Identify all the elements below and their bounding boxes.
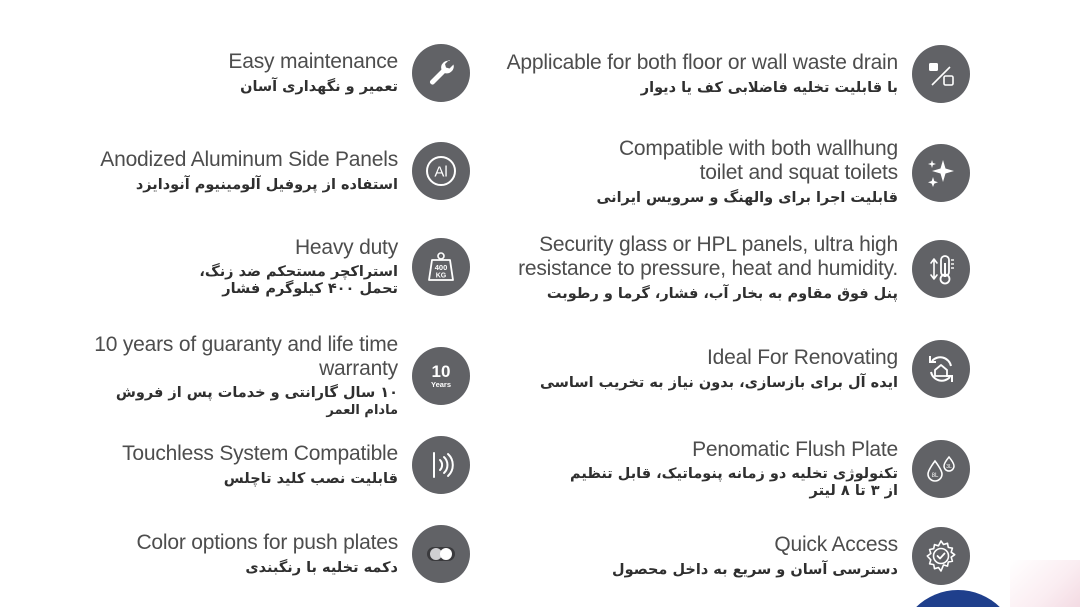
- feature-title: Heavy duty: [294, 236, 398, 259]
- feature-quick-access: [612, 527, 970, 585]
- feature-aluminum-panels: [100, 142, 470, 200]
- weight-icon: [412, 238, 470, 296]
- feature-title-line1: Security glass or HPL panels, ultra high: [539, 233, 898, 256]
- badge-bottom: Years: [430, 380, 452, 389]
- decorative-blue-shape: [898, 590, 1018, 607]
- feature-heavy-duty: [199, 236, 470, 298]
- feature-title-line2: toilet and squat toilets: [699, 161, 898, 184]
- feature-subtitle-line2: تحمل ۴۰۰ کیلوگرم فشار: [222, 281, 398, 297]
- aluminum-icon: [412, 142, 470, 200]
- water-drop-icon: [912, 440, 970, 498]
- badge-large: 8L: [931, 473, 939, 479]
- touchless-icon: [412, 436, 470, 494]
- badge-text: Al: [434, 163, 448, 181]
- feature-title: Ideal For Renovating: [707, 345, 898, 369]
- feature-wallhung: [596, 137, 970, 208]
- feature-subtitle-line1: تکنولوژی تخلیه دو زمانه پنوماتیک، قابل تنظیم: [569, 466, 898, 482]
- color-toggle-icon: [412, 525, 470, 583]
- gear-check-icon: [912, 527, 970, 585]
- ten-years-icon: [412, 347, 470, 405]
- feature-security-glass: [518, 233, 970, 304]
- decorative-sheen: [1010, 560, 1080, 607]
- feature-easy-maintenance: [228, 44, 470, 102]
- feature-renovating: [540, 340, 970, 398]
- badge-top: 400: [434, 263, 448, 272]
- feature-waste-drain: [507, 45, 970, 103]
- sparkle-icon: [912, 144, 970, 202]
- feature-title: Color options for push plates: [136, 530, 398, 554]
- wrench-icon: [412, 44, 470, 102]
- feature-subtitle: ایده آل برای بازسازی، بدون نیاز به تخریب اساسی: [539, 374, 898, 391]
- feature-title: Quick Access: [774, 532, 898, 556]
- feature-subtitle-line2: از ۳ تا ۸ لیتر: [809, 483, 898, 499]
- feature-title: Applicable for both floor or wall waste drain: [506, 50, 898, 74]
- badge-top: 10: [431, 362, 451, 381]
- feature-title-line1: Compatible with both wallhung: [618, 137, 898, 160]
- feature-subtitle: پنل فوق مقاوم به بخار آب، فشار، گرما و رطوبت: [546, 286, 898, 302]
- feature-subtitle: با قابلیت تخلیه فاضلابی کف یا دیوار: [640, 79, 898, 96]
- feature-subtitle: دکمه تخلیه با رنگبندی: [245, 559, 398, 576]
- feature-subtitle: دسترسی آسان و سریع به داخل محصول: [612, 561, 898, 578]
- badge-bottom: KG: [435, 272, 447, 280]
- feature-guaranty: [94, 333, 470, 419]
- feature-flush-plate: [570, 438, 970, 500]
- feature-subtitle: قابلیت نصب کلید تاچلس: [223, 470, 398, 487]
- feature-title: Touchless System Compatible: [122, 441, 398, 465]
- feature-subtitle: قابلیت اجرا برای والهنگ و سرویس ایرانی: [596, 190, 898, 206]
- temperature-icon: [912, 240, 970, 298]
- feature-title: Penomatic Flush Plate: [692, 438, 898, 461]
- feature-title: Anodized Aluminum Side Panels: [100, 147, 398, 171]
- feature-color-options: [136, 525, 470, 583]
- feature-title-line2: warranty: [319, 357, 398, 380]
- feature-title: Easy maintenance: [228, 49, 398, 73]
- feature-subtitle-line1: استراکچر مستحکم ضد زنگ،: [199, 264, 398, 280]
- feature-subtitle-line2: مادام العمر: [326, 403, 398, 418]
- feature-title-line1: 10 years of guaranty and life time: [94, 333, 398, 356]
- feature-subtitle: تعمیر و نگهداری آسان: [240, 78, 398, 95]
- feature-subtitle: استفاده از پروفیل آلومینیوم آنودایزد: [135, 176, 398, 193]
- renovate-icon: [912, 340, 970, 398]
- feature-touchless: [122, 436, 470, 494]
- drain-icon: [912, 45, 970, 103]
- feature-title-line2: resistance to pressure, heat and humidity.: [518, 257, 898, 280]
- feature-subtitle-line1: ۱۰ سال گارانتی و خدمات پس از فروش: [115, 385, 398, 401]
- badge-small: 3L: [946, 464, 952, 470]
